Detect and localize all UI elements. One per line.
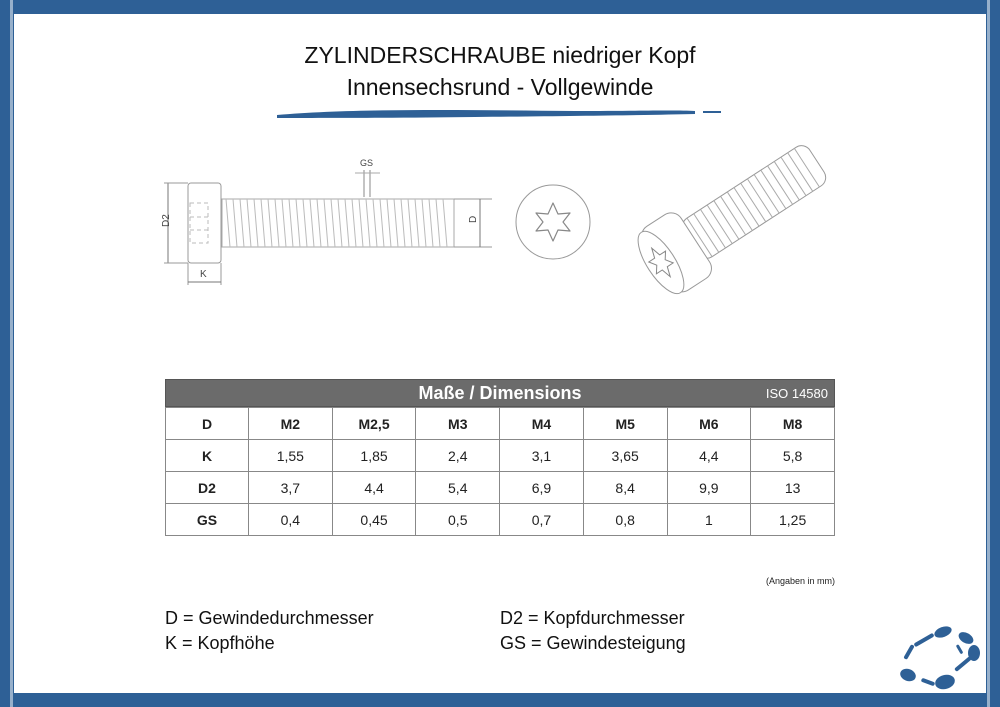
table-cell: 2,4 — [416, 440, 500, 472]
units-note: (Angaben in mm) — [765, 576, 835, 586]
frame-border-right — [986, 0, 1000, 707]
torx-head-view — [514, 183, 592, 261]
table-row-k — [166, 440, 835, 472]
header-cell: M4 — [500, 408, 584, 440]
header-cell: M6 — [667, 408, 751, 440]
table-row-gs — [166, 504, 835, 536]
screw-isometric-drawing — [615, 135, 845, 305]
legend-d2: D2 = Kopfdurchmesser — [500, 608, 685, 628]
title-line-2: Innensechsrund - Vollgewinde — [346, 74, 654, 100]
legend-d: D = Gewindedurchmesser — [165, 608, 374, 628]
legend-gs: GS = Gewindesteigung — [500, 633, 686, 653]
table-cell: 0,7 — [500, 504, 584, 536]
dimensions-table — [165, 379, 835, 536]
row-label: GS — [166, 504, 249, 536]
table-cell: 0,4 — [249, 504, 333, 536]
table-title-bar — [165, 379, 835, 407]
table-cell: 5,8 — [751, 440, 835, 472]
d2-label: D2 — [161, 214, 172, 227]
iso-standard-label: ISO 14580 — [765, 386, 828, 401]
gs-label: GS — [360, 158, 374, 168]
frame-border-left — [0, 0, 14, 707]
brush-stroke-underline — [275, 106, 723, 120]
k-label: K — [200, 269, 207, 280]
table-cell: 3,1 — [500, 440, 584, 472]
legend-k: K = Kopfhöhe — [165, 633, 275, 653]
table-cell: 1,85 — [332, 440, 416, 472]
row-label: K — [166, 440, 249, 472]
brand-logo-icon — [893, 620, 988, 695]
table-cell: 0,8 — [583, 504, 667, 536]
table-cell: 1,25 — [751, 504, 835, 536]
screw-side-view-drawing — [160, 155, 495, 290]
table-cell: 0,45 — [332, 504, 416, 536]
table-row-d2 — [166, 472, 835, 504]
table-cell: 1,55 — [249, 440, 333, 472]
header-cell: M2,5 — [332, 408, 416, 440]
table-cell: 1 — [667, 504, 751, 536]
d-label: D — [468, 215, 479, 223]
table-cell: 13 — [751, 472, 835, 504]
frame-border-top — [0, 0, 1000, 14]
table-cell: 5,4 — [416, 472, 500, 504]
row-label: D2 — [166, 472, 249, 504]
header-cell: M2 — [249, 408, 333, 440]
table-cell: 4,4 — [667, 440, 751, 472]
header-cell: M3 — [416, 408, 500, 440]
table-cell: 3,65 — [583, 440, 667, 472]
table-cell: 4,4 — [332, 472, 416, 504]
table-cell: 0,5 — [416, 504, 500, 536]
table-header-row — [166, 408, 835, 440]
table-cell: 6,9 — [500, 472, 584, 504]
header-cell: D — [166, 408, 249, 440]
header-cell: M8 — [751, 408, 835, 440]
table-cell: 8,4 — [583, 472, 667, 504]
table-title: Maße / Dimensions — [418, 383, 582, 403]
frame-border-bottom — [0, 693, 1000, 707]
title-line-1: ZYLINDERSCHRAUBE niedriger Kopf — [304, 42, 696, 68]
table-cell: 9,9 — [667, 472, 751, 504]
header-cell: M5 — [583, 408, 667, 440]
table-cell: 3,7 — [249, 472, 333, 504]
